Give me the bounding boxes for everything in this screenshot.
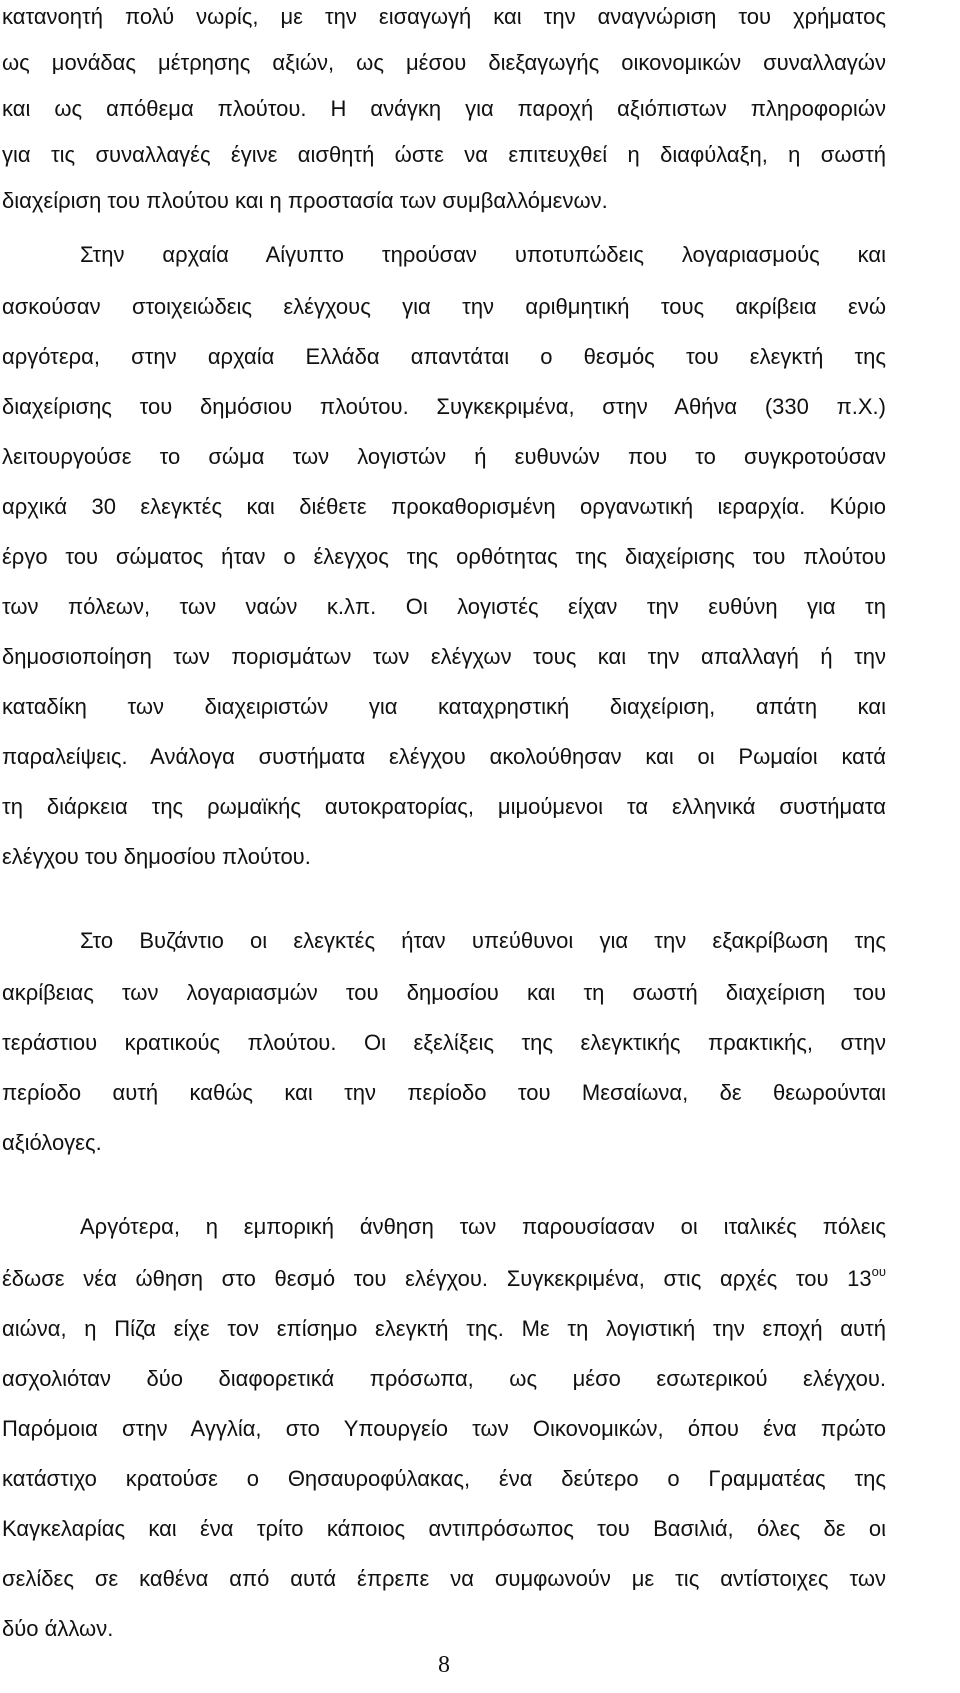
text-line: παραλείψεις. Ανάλογα συστήματα ελέγχου ακολούθησαν και οι Ρωμαίοι κατά <box>2 744 886 769</box>
text-line: Στο Βυζάντιο οι ελεγκτές ήταν υπεύθυνοι για την εξακρίβωση της <box>80 928 886 953</box>
text-line: ελέγχου του δημοσίου πλούτου. <box>2 844 311 869</box>
text-line: για τις συναλλαγές έγινε αισθητή ώστε να επιτευχθεί η διαφύλαξη, η σωστή <box>2 142 886 167</box>
text-segment: έδωσε νέα ώθηση στο θεσμό του ελέγχου. Συγκεκριμένα, στις αρχές του 13 <box>2 1266 872 1291</box>
text-line: ως μονάδας μέτρησης αξιών, ως μέσου διεξαγωγής οικονομικών συναλλαγών <box>2 50 886 75</box>
text-line: των πόλεων, των ναών κ.λπ. Οι λογιστές είχαν την ευθύνη για τη <box>2 594 886 619</box>
text-line: αργότερα, στην αρχαία Ελλάδα απαντάται ο θεσμός του ελεγκτή της <box>2 344 886 369</box>
text-line-with-superscript <box>2 1262 886 1296</box>
text-line: σελίδες σε καθένα από αυτά έπρεπε να συμφωνούν με τις αντίστοιχες των <box>2 1566 886 1591</box>
text-line: ασχολιόταν δύο διαφορετικά πρόσωπα, ως μέσο εσωτερικού ελέγχου. <box>2 1366 886 1391</box>
page-number: 8 <box>438 1652 450 1678</box>
text-line: αρχικά 30 ελεγκτές και διέθετε προκαθορισμένη οργανωτική ιεραρχία. Κύριο <box>2 494 886 519</box>
text-line: περίοδο αυτή καθώς και την περίοδο του Μεσαίωνα, δε θεωρούνται <box>2 1080 886 1105</box>
text-line: Αργότερα, η εμπορική άνθηση των παρουσίασαν οι ιταλικές πόλεις <box>80 1214 886 1239</box>
text-line: λειτουργούσε το σώμα των λογιστών ή ευθυνών που το συγκροτούσαν <box>2 444 886 469</box>
text-line: Στην αρχαία Αίγυπτο τηρούσαν υποτυπώδεις λογαριασμούς και <box>80 242 886 267</box>
text-line: τη διάρκεια της ρωμαϊκής αυτοκρατορίας, μιμούμενοι τα ελληνικά συστήματα <box>2 794 886 819</box>
text-line: κατανοητή πολύ νωρίς, με την εισαγωγή και την αναγνώριση του χρήματος <box>2 4 886 29</box>
text-line: τεράστιου κρατικούς πλούτου. Οι εξελίξεις της ελεγκτικής πρακτικής, στην <box>2 1030 886 1055</box>
text-line: δύο άλλων. <box>2 1616 114 1641</box>
text-line: δημοσιοποίηση των πορισμάτων των ελέγχων τους και την απαλλαγή ή την <box>2 644 886 669</box>
text-line: αξιόλογες. <box>2 1130 102 1155</box>
text-line: και ως απόθεμα πλούτου. Η ανάγκη για παροχή αξιόπιστων πληροφοριών <box>2 96 886 121</box>
text-line: διαχείρισης του δημόσιου πλούτου. Συγκεκριμένα, στην Αθήνα (330 π.Χ.) <box>2 394 886 419</box>
text-line: διαχείριση του πλούτου και η προστασία των συμβαλλόμενων. <box>2 188 608 213</box>
text-line: αιώνα, η Πίζα είχε τον επίσημο ελεγκτή της. Με τη λογιστική την εποχή αυτή <box>2 1316 886 1341</box>
text-line: Καγκελαρίας και ένα τρίτο κάποιος αντιπρόσωπος του Βασιλιά, όλες δε οι <box>2 1516 886 1541</box>
text-line: ακρίβειας των λογαριασμών του δημοσίου και τη σωστή διαχείριση του <box>2 980 886 1005</box>
text-line: έργο του σώματος ήταν ο έλεγχος της ορθότητας της διαχείρισης του πλούτου <box>2 544 886 569</box>
text-line: Παρόμοια στην Αγγλία, στο Υπουργείο των Οικονομικών, όπου ένα πρώτο <box>2 1416 886 1441</box>
ordinal-superscript: ου <box>871 1263 886 1279</box>
text-line: ασκούσαν στοιχειώδεις ελέγχους για την αριθμητική τους ακρίβεια ενώ <box>2 294 886 319</box>
text-line: κατάστιχο κρατούσε ο Θησαυροφύλακας, ένα δεύτερο ο Γραμματέας της <box>2 1466 886 1491</box>
text-line: καταδίκη των διαχειριστών για καταχρηστική διαχείριση, απάτη και <box>2 694 886 719</box>
